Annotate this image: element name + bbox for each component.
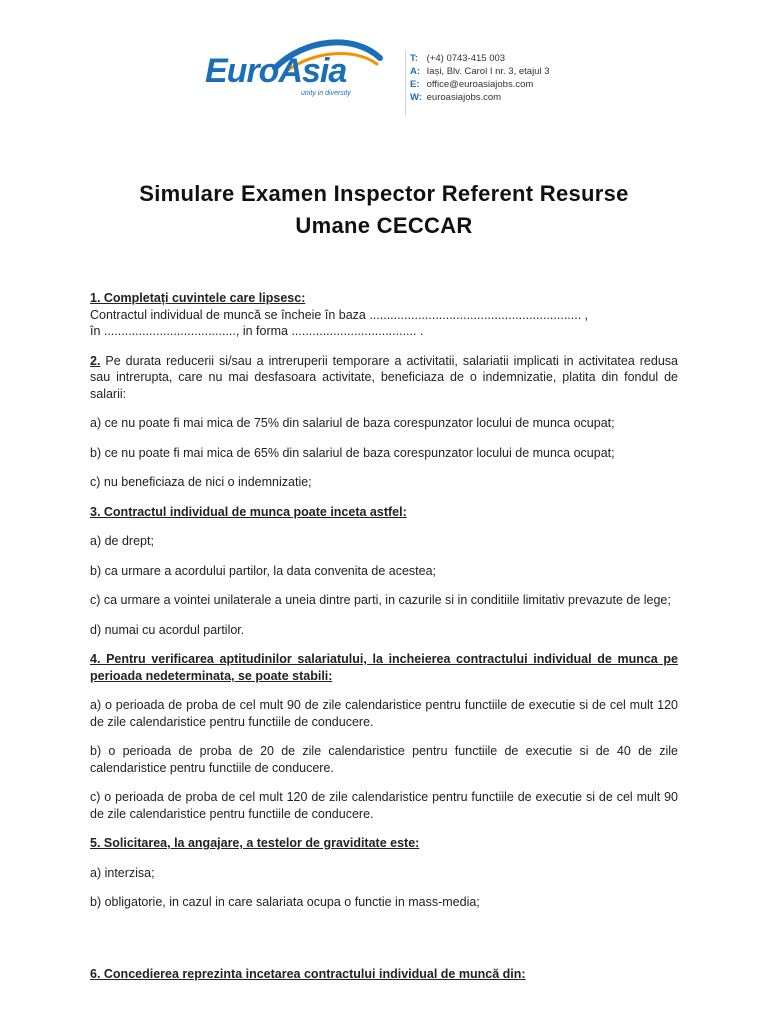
question-1-title: 1. Completați cuvintele care lipsesc:	[90, 291, 306, 305]
question-1	[90, 290, 678, 340]
answer-4b: b) o perioada de proba de 20 de zile calendaristice pentru functiile de executie si de 40 de zile calendaristice pentru functiile de conducere.	[90, 744, 678, 775]
answer-4c: c) o perioada de proba de cel mult 120 de zile calendaristice pentru functiile de executie si de cel mult 90 de zile calendaristice pentru functiile de conducere.	[90, 790, 678, 821]
answer-2b: b) ce nu poate fi mai mica de 65% din salariul de baza corespunzator locului de munca ocupat;	[90, 445, 615, 460]
contact-block	[410, 52, 550, 104]
question-5	[90, 835, 678, 911]
question-1-line2: în ......................................, in forma .................................... .	[90, 324, 424, 338]
answer-5a: a) interzisa;	[90, 865, 155, 880]
question-2-text: 2. Pe durata reducerii si/sau a intreruperii temporare a activitatii, salariatii implicati in activitatea redusa sau intrerupta, care nu mai desfasoara activitate, beneficiaza de o indemnizatie, platita din fondul de salarii:	[90, 353, 678, 401]
question-6	[90, 966, 678, 983]
question-2	[90, 353, 678, 491]
document-body	[90, 290, 678, 995]
contact-address: A: Iași, Blv. Carol I nr. 3, etajul 3	[410, 66, 550, 77]
logo-tagline: unity in diversity	[301, 90, 351, 97]
question-5-title: 5. Solicitarea, la angajare, a testelor de graviditate este:	[90, 836, 420, 850]
document-title: Simulare Examen Inspector Referent Resurse Umane CECCAR	[139, 181, 629, 238]
answer-3d: d) numai cu acordul partilor.	[90, 622, 245, 637]
question-4	[90, 651, 678, 822]
answer-4a: a) o perioada de proba de cel mult 90 de zile calendaristice pentru functiile de executie si de cel mult 120 de zile calendaristice pentru functiile de conducere.	[90, 698, 678, 729]
question-3	[90, 504, 678, 639]
contact-phone: T: (+4) 0743-415 003	[410, 53, 506, 64]
answer-2a: a) ce nu poate fi mai mica de 75% din salariul de baza corespunzator locului de munca ocupat;	[90, 416, 615, 430]
contact-email[interactable]: E: office@euroasiajobs.com	[410, 79, 534, 90]
answer-3c: c) ca urmare a vointei unilaterale a uneia dintre parti, in cazurile si in conditiile limitativ prevazute de lege;	[90, 593, 671, 607]
answer-5b: b) obligatorie, in cazul in care salariata ocupa o functie in mass-media;	[90, 895, 480, 909]
question-6-title: 6. Concedierea reprezinta incetarea contractului individual de muncă din:	[90, 966, 526, 981]
logo-wordmark: EuroAsia	[205, 52, 347, 90]
answer-2c: c) nu beneficiaza de nici o indemnizatie;	[90, 475, 312, 489]
answer-3a: a) de drept;	[90, 534, 154, 548]
question-1-line1: Contractul individual de muncă se încheie în baza ............................................................. ,	[90, 307, 589, 322]
question-4-title: 4. Pentru verificarea aptitudinilor salariatului, la incheierea contractului individual de munca pe perioada nedeterminata, se poate stabili:	[90, 652, 678, 683]
question-3-title: 3. Contractul individual de munca poate inceta astfel:	[90, 504, 407, 519]
contact-website[interactable]: W: euroasiajobs.com	[410, 92, 502, 103]
section-gap	[90, 924, 678, 966]
header-divider	[405, 50, 406, 116]
answer-3b: b) ca urmare a acordului partilor, la data convenita de acestea;	[90, 563, 437, 578]
euroasia-logo	[205, 36, 390, 106]
letterhead	[195, 36, 575, 126]
